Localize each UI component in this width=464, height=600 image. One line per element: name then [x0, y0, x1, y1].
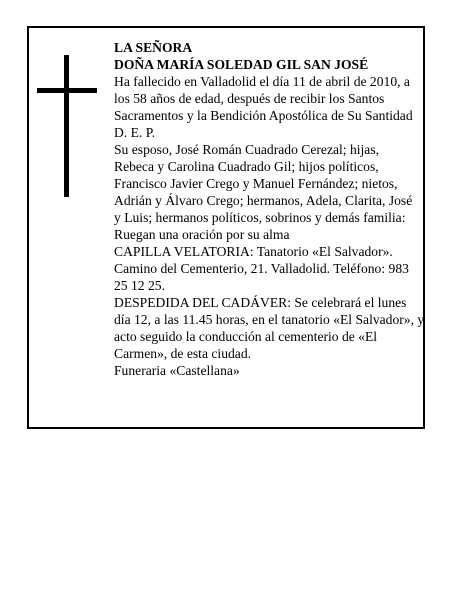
- body-line: Ruegan una oración por su alma: [114, 227, 290, 242]
- body-line: 25 12 25.: [114, 278, 165, 293]
- body-line: CAPILLA VELATORIA: Tanatorio «El Salvador».: [114, 244, 393, 259]
- obituary-text: [114, 39, 432, 379]
- deceased-name: DOÑA MARÍA SOLEDAD GIL SAN JOSÉ: [114, 57, 369, 72]
- cross-horizontal-bar: [37, 88, 97, 93]
- body-line: Sacramentos y la Bendición Apostólica de Su Santidad: [114, 108, 413, 123]
- body-line: DESPEDIDA DEL CADÁVER: Se celebrará el lunes: [114, 295, 407, 310]
- body-line: Francisco Javier Crego y Manuel Fernández; nietos,: [114, 176, 398, 191]
- body-line: Adrián y Álvaro Crego; hermanos, Adela, Clarita, José: [114, 193, 413, 208]
- body-line: día 12, a las 11.45 horas, en el tanatorio «El Salvador», y: [114, 312, 425, 327]
- cross-vertical-bar: [64, 55, 69, 197]
- cross-icon: [37, 55, 97, 197]
- body-line: y Luis; hermanos políticos, sobrinos y demás familia:: [114, 210, 406, 225]
- body-line: Su esposo, José Román Cuadrado Cerezal; hijas,: [114, 142, 380, 157]
- funeral-home: Funeraria «Castellana»: [114, 363, 240, 378]
- body-line: Camino del Cementerio, 21. Valladolid. Teléfono: 983: [114, 261, 409, 276]
- body-line: los 58 años de edad, después de recibir los Santos: [114, 91, 385, 106]
- body-line: Ha fallecido en Valladolid el día 11 de abril de 2010, a: [114, 74, 410, 89]
- body-line: D. E. P.: [114, 125, 156, 140]
- notice-title: LA SEÑORA: [114, 40, 193, 55]
- body-line: acto seguido la conducción al cementerio de «El: [114, 329, 378, 344]
- body-line: Rebeca y Carolina Cuadrado Gil; hijos políticos,: [114, 159, 379, 174]
- body-line: Carmen», de esta ciudad.: [114, 346, 252, 361]
